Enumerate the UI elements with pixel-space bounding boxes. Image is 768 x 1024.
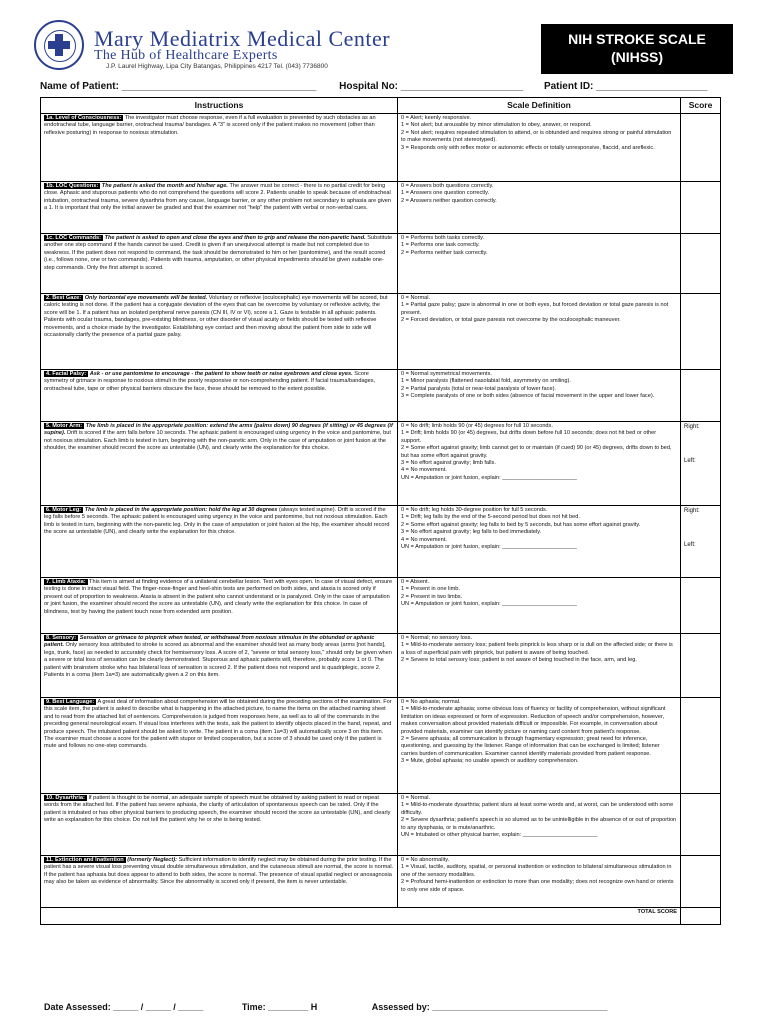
instructions-cell <box>41 370 398 422</box>
table-row <box>41 506 721 578</box>
score-cell[interactable] <box>681 506 721 578</box>
date-assessed-field[interactable]: Date Assessed: _____ / _____ / _____ <box>44 1002 204 1012</box>
score-right-label: Right: <box>684 424 700 430</box>
table-row <box>41 114 721 182</box>
patient-name-field[interactable]: Name of Patient: ___________________________________ <box>40 81 317 92</box>
org-tagline: The Hub of Healthcare Experts <box>94 48 278 63</box>
table-row <box>41 794 721 856</box>
scale-option: 2 = Some effort against gravity; leg falls to bed by 5 seconds, but has some effort against gravity. <box>401 521 641 528</box>
table-row <box>41 370 721 422</box>
item-emphasis: The patient is asked the month and his/her age. <box>101 183 228 189</box>
instructions-cell <box>41 506 398 578</box>
scale-option: 0 = Alert; keenly responsive. <box>401 115 472 121</box>
patient-id-field[interactable]: Patient ID: ____________________ <box>543 81 708 92</box>
scale-option: 0 = Normal. <box>401 295 431 301</box>
score-cell[interactable] <box>681 578 721 634</box>
scale-cell <box>398 634 681 698</box>
item-instructions: The investigator must choose response, even if a full evaluation is prevented by such obstacles as an endotracheal tube, language barrier, orotracheal trauma/ bandages. A "3" is scored only if the patient makes no movement (other than reflexive posturing) in response to noxious stimulation. <box>44 115 376 136</box>
scale-option: 3 = Complete paralysis of one or both sides (absence of facial movement in the upper and lower face). <box>401 393 655 400</box>
item-instructions: Only sensory loss attributed to stroke is scored as abnormal and the examiner should test as many body areas (arms [not hands], legs, trunk, face) as needed to accurately check for hemisensory loss. A score of 2, "severe or total sensory loss," should only be given when a severe or total loss of sensation can be clearly demonstrated. Stuporous and aphasic patients will, therefore, probably score 1 or 0. The patient with brainstem stroke who has bilateral loss of sensation is scored 2. If the patient does not respond and is quadriplegic, score 2. Patients in a coma (item 1a=3) are automatically given a 2 on this item. <box>44 642 392 679</box>
scale-option: UN = Amputation or joint fusion, explain: ________________________ <box>401 601 577 608</box>
item-instructions: The answer must be correct - there is no partial credit for being close. Aphasic and stuporous patients who do not comprehend the questions will score 2. Patients unable to speak because of endotracheal intubation, orotracheal trauma, severe dysarthria from any cause, language barrier, or any other problem not secondary to aphasia are given a 1. It is important that only the initial answer be graded and that the examiner not "help" the patient with verbal or non-verbal cues. <box>44 183 392 212</box>
scale-option: 1 = Minor paralysis (flattened nasolabial fold, asymmetry on smiling). <box>401 378 571 385</box>
item-instructions: Sufficient information to identify neglect may be obtained during the prior testing. If the patient has a severe visual loss preventing visual double simultaneous stimulation, and the cutaneous stimuli are normal, the score is normal. If the patient has aphasia but does appear to attend to both sides, the score is normal. The presence of visual spatial neglect or anosagnosia may also be taken as evidence of abnormality. Since the abnormality is scored only if present, the item is never untestable. <box>44 857 394 886</box>
scale-option: 0 = No drift; limb holds 90 (or 45) degrees for full 10 seconds. <box>401 423 553 429</box>
instructions-cell <box>41 698 398 794</box>
scale-option: 2 = Present in two limbs. <box>401 593 463 600</box>
item-label: 4. Facial Palsy: <box>46 371 87 377</box>
item-label: 9. Best Language: <box>46 699 95 705</box>
scale-cell <box>398 856 681 908</box>
scale-option: 0 = Performs both tasks correctly. <box>401 235 485 241</box>
item-instructions: (always tested supine). Drift is scored if the leg falls before 5 seconds. The aphasic patient is encouraged using urgency in the voice and pantomime, but not noxious stimulation. Each limb is tested in turn, beginning with the non-paretic leg. Only in the case of amputation or joint fusion at the hip, the examiner should record the score as untestable (UN), and clearly write the explanation for this choice. <box>44 507 390 536</box>
scale-option: 0 = No abnormality. <box>401 857 450 863</box>
item-label: 5. Motor Arm: <box>46 423 83 429</box>
scale-option: 4 = No movement. <box>401 536 447 543</box>
score-cell[interactable] <box>681 370 721 422</box>
scale-option: 2 = Performs neither task correctly. <box>401 249 488 256</box>
hospital-seal-icon <box>34 20 84 70</box>
footer-row <box>44 1002 744 1012</box>
score-cell[interactable] <box>681 422 721 506</box>
item-instructions: This item is aimed at finding evidence of a unilateral cerebellar lesion. Test with eyes open. In case of visual defect, ensure testing is done in intact visual field. The finger-nose-finger and heel-shin tests are performed on both sides, and ataxia is scored only if present out of proportion to weakness. Ataxia is absent in the patient who cannot understand or is paralyzed. Only in the case of amputation or joint fusion, the examiner should record the score as untestable (UN), and clearly write the explanation for this choice. In case of blindness, test by having the patient touch nose from extended arm position. <box>44 579 393 615</box>
table-row <box>41 856 721 908</box>
hospital-no-field[interactable]: Hospital No: ______________________ <box>339 81 524 92</box>
nihss-table <box>40 97 721 925</box>
instructions-cell <box>41 234 398 294</box>
scale-cell <box>398 698 681 794</box>
scale-option: 3 = No effort against gravity; limb falls. <box>401 460 496 467</box>
item-label: 11. Extinction and Inattention <box>46 857 124 863</box>
scale-option: 1 = Mild-to-moderate aphasia; some obvious loss of fluency or facility of comprehension, without significant limitation on ideas expressed or form of expression. Reduction of speech and/or comprehension, however, makes conversation about provided materials difficult or impossible. For example, in conversation about provided materials, examiner can identify picture or naming card content from patient's response. <box>401 706 666 735</box>
scale-option: 1 = Drift; leg falls by the end of the 5-second period but does not hit bed. <box>401 514 580 521</box>
scale-option: 1 = Answers one question correctly. <box>401 190 490 197</box>
scale-option: 2 = Partial paralysis (total or near-total paralysis of lower face). <box>401 385 556 392</box>
item-label: 6. Motor Leg: <box>46 507 82 513</box>
instructions-cell <box>41 114 398 182</box>
scale-option: 3 = Mute, global aphasia; no usable speech or auditory comprehension. <box>401 758 579 765</box>
score-cell[interactable] <box>681 634 721 698</box>
scale-option: 0 = No drift; leg holds 30-degree position for full 5 seconds. <box>401 507 548 513</box>
table-row <box>41 634 721 698</box>
item-label: 8. Sensory: <box>46 635 77 641</box>
table-row <box>41 234 721 294</box>
item-instructions: If patient is thought to be normal, an adequate sample of speech must be obtained by asking patient to read or repeat words from the attached list. If the patient has severe aphasia, the clarity of articulation of spontaneous speech can be rated. Only if the patient is intubated or has other physical barriers to producing speech, the examiner should record the score as untestable (UN), and clearly write an explanation for this choice. Do not tell the patient why he or she is being tested. <box>44 795 391 824</box>
scale-option: UN = Intubated or other physical barrier, explain: ________________________ <box>401 832 598 839</box>
scale-option: 1 = Visual, tactile, auditory, spatial, or personal inattention or extinction to bilateral simultaneous stimulation in one of the sensory modalities. <box>401 864 672 878</box>
time-field[interactable]: Time: ________ H <box>241 1002 318 1012</box>
instructions-cell <box>41 422 398 506</box>
score-cell[interactable] <box>681 234 721 294</box>
scale-option: 0 = Answers both questions correctly. <box>401 183 494 189</box>
scale-option: 0 = No aphasia; normal. <box>401 699 461 705</box>
scale-cell <box>398 182 681 234</box>
instructions-cell <box>41 182 398 234</box>
table-row <box>41 294 721 370</box>
scale-option: 2 = Profound hemi-inattention or extinction to more than one modality; does not recognize own hand or orients to only one side of space. <box>401 879 674 893</box>
scale-cell <box>398 578 681 634</box>
table-row <box>41 698 721 794</box>
score-cell[interactable] <box>681 698 721 794</box>
header-scale-definition: Scale Definition <box>398 98 681 114</box>
item-emphasis: The limb is placed in the appropriate position: hold the leg at 30 degrees <box>84 507 278 513</box>
scale-cell <box>398 794 681 856</box>
item-emphasis: Ask - or use pantomime to encourage - the patient to show teeth or raise eyebrows and close eyes. <box>89 371 353 377</box>
scale-option: 0 = Normal; no sensory loss. <box>401 635 473 641</box>
score-cell[interactable] <box>681 114 721 182</box>
form-title: NIH STROKE SCALE <box>568 31 706 47</box>
score-left-label: Left: <box>684 542 696 548</box>
letterhead <box>0 0 768 90</box>
item-label: 10. Dysarthria: <box>46 795 85 801</box>
instructions-cell <box>41 856 398 908</box>
table-row <box>41 578 721 634</box>
item-emphasis: Sensation or grimace to pinprick when tested, or withdrawal from noxious stimulus in the obtunded or aphasic patient. <box>44 635 375 649</box>
scale-cell <box>398 506 681 578</box>
org-address: J.P. Laurel Highway, Lipa City Batangas, Philippines 4217 Tel. (043) 7736800 <box>106 63 328 70</box>
scale-option: 2 = Some effort against gravity; limb cannot get to or maintain (if cued) 90 (or 45) degrees, drifts down to bed, but has some effort against gravity. <box>401 445 672 459</box>
scale-option: 1 = Partial gaze palsy; gaze is abnormal in one or both eyes, but forced deviation or total gaze paresis is not present. <box>401 302 669 316</box>
form-subtitle: (NIHSS) <box>610 49 664 65</box>
assessed-by-field[interactable]: Assessed by: ___________________________________ <box>371 1002 608 1012</box>
org-name: Mary Mediatrix Medical Center <box>94 26 391 51</box>
scale-option: 2 = Severe aphasia; all communication is through fragmentary expression; great need for inference, questioning, and guessing by the listener. Range of information that can be exchanged is limited; listener carries burden of communication. Examiner cannot identify materials provided from patient response. <box>401 736 660 757</box>
item-emphasis: The limb is placed in the appropriate position: extend the arms (palms down) 90 degrees (if sitting) or 45 degrees (if supine). <box>44 423 393 437</box>
instructions-cell <box>41 294 398 370</box>
scale-option: 0 = Normal. <box>401 795 431 801</box>
scale-option: 0 = Normal symmetrical movements. <box>401 371 492 377</box>
scale-cell <box>398 234 681 294</box>
scale-option: 1 = Performs one task correctly. <box>401 242 480 249</box>
total-row <box>41 908 721 925</box>
patient-info-row <box>40 81 740 92</box>
header-score: Score <box>681 98 721 114</box>
scale-option: 2 = Severe dysarthria; patient's speech is so slurred as to be unintelligible in the absence of or out of proportion to any dysphasia, or is mute/anarthric. <box>401 817 677 831</box>
table-row <box>41 422 721 506</box>
scale-option: UN = Amputation or joint fusion, explain: ________________________ <box>401 474 577 481</box>
score-left-label: Left: <box>684 458 696 464</box>
scale-option: 1 = Present in one limb. <box>401 586 460 593</box>
scale-option: UN = Amputation or joint fusion, explain: ________________________ <box>401 544 577 551</box>
scale-option: 2 = Not alert; requires repeated stimulation to attend, or is obtunded and requires strong or painful stimulation to make movements (not stereotyped). <box>401 129 672 144</box>
scale-option: 2 = Severe to total sensory loss; patient is not aware of being touched in the face, arm, and leg. <box>401 657 637 664</box>
item-emphasis: (formerly Neglect): <box>127 857 177 863</box>
total-score-cell[interactable] <box>681 908 721 925</box>
scale-option: 1 = Mild-to-moderate dysarthria; patient slurs at least some words and, at worst, can be understood with some difficulty. <box>401 802 674 816</box>
scale-cell <box>398 422 681 506</box>
score-cell[interactable] <box>681 182 721 234</box>
item-emphasis: The patient is asked to open and close the eyes and then to grip and release the non-paretic hand. <box>104 235 366 241</box>
item-label: 1b. LOC Questions: <box>46 183 99 189</box>
item-label: 2. Best Gaze: <box>46 295 82 301</box>
score-cell[interactable] <box>681 794 721 856</box>
scale-option: 2 = Answers neither question correctly. <box>401 197 497 204</box>
header-instructions: Instructions <box>41 98 398 114</box>
instructions-cell <box>41 794 398 856</box>
scale-option: 1 = Mild-to-moderate sensory loss; patient feels pinprick is less sharp or is dull on the affected side; or there is a loss of superficial pain with pinprick, but patient is aware of being touched. <box>401 642 673 656</box>
instructions-cell <box>41 578 398 634</box>
scale-option: 4 = No movement. <box>401 467 447 474</box>
score-cell[interactable] <box>681 856 721 908</box>
scale-option: 3 = No effort against gravity; leg falls to bed immediately. <box>401 529 542 536</box>
score-right-label: Right: <box>684 508 700 514</box>
item-instructions: Drift is scored if the arm falls before 10 seconds. The aphasic patient is encouraged using urgency in the voice and pantomime, but not noxious stimulation. Each limb is tested in turn, beginning with the non-paretic arm. Only in the case of amputation or joint fusion at the shoulder, the examiner should record the score as untestable (UN), and clearly write the explanation for this choice. <box>44 430 391 452</box>
scale-option: 2 = Forced deviation, or total gaze paresis not overcome by the oculocephalic maneuver. <box>401 317 621 324</box>
table-header-row <box>41 98 721 114</box>
scale-option: 1 = Not alert; but arousable by minor stimulation to obey, answer, or respond. <box>401 122 592 129</box>
scale-option: 3 = Responds only with reflex motor or autonomic effects or totally unresponsive, flaccid, and areflexic. <box>401 144 655 151</box>
total-score-label: TOTAL SCORE <box>41 908 681 925</box>
instructions-cell <box>41 634 398 698</box>
item-instructions: Voluntary or reflexive (oculocephalic) eye movements will be scored, but caloric testing is not done. If the patient has a conjugate deviation of the eyes that can be overcome by voluntary or reflexive activity, the score will be 1. If a patient has an isolated peripheral nerve paresis (CN III, IV or VI), score a 1. Gaze is testable in all aphasic patients. Patients with ocular trauma, bandages, pre-existing blindness, or other disorder of visual acuity or fields should be tested with reflexive movements, and a choice made by the investigator. Establishing eye contact and then moving about the patient from side to side will occasionally clarify the presence of a partial gaze palsy. <box>44 295 388 339</box>
item-label: 7. Limb Ataxia: <box>46 579 86 585</box>
scale-cell <box>398 294 681 370</box>
score-cell[interactable] <box>681 294 721 370</box>
item-label: 1c. LOC Commands: <box>46 235 102 241</box>
scale-cell <box>398 114 681 182</box>
scale-option: 0 = Absent. <box>401 579 430 585</box>
scale-option: 1 = Drift; limb holds 90 (or 45) degrees, but drifts down before full 10 seconds; does not hit bed or other support. <box>401 430 657 444</box>
item-instructions: A great deal of information about comprehension will be obtained during the preceding sections of the examination. For this scale item, the patient is asked to describe what is happening in the attached picture, to name the items on the attached naming sheet and to read from the attached list of sentences. Comprehension is judged from responses here, as well as to all of the commands in the preceding general neurological exam. If visual loss interferes with the tests, ask the patient to identify objects placed in the hand, repeat, and produce speech. The intubated patient should be asked to write. The patient in a coma (item 1a=3) will automatically score 3 on this item. The examiner must choose a score for the patient with stupor or limited cooperation, but a score of 3 should be used only if the patient is mute and follows no one-step commands. <box>44 699 392 750</box>
item-label: 1a. Level of Consciousness: <box>46 115 122 121</box>
item-instructions: Substitute another one step command if the hands cannot be used. Credit is given if an unequivocal attempt is made but not completed due to weakness. If the patient does not respond to command, the task should be demonstrated to him or her (pantomime), and the result scored (i.e., follows none, one or two commands). Patients with trauma, amputation, or other physical impediments should be given suitable one-step commands. Only the first attempt is scored. <box>44 235 393 271</box>
item-instructions: Score symmetry of grimace in response to noxious stimuli in the poorly responsive or non-comprehending patient. If facial trauma/bandages, orotracheal tube, tape or other physical barriers obscure the face, these should be removed to the extent possible. <box>44 371 376 392</box>
table-row <box>41 182 721 234</box>
item-emphasis: Only horizontal eye movements will be tested. <box>84 295 208 301</box>
scale-cell <box>398 370 681 422</box>
form-title-block <box>541 24 733 74</box>
